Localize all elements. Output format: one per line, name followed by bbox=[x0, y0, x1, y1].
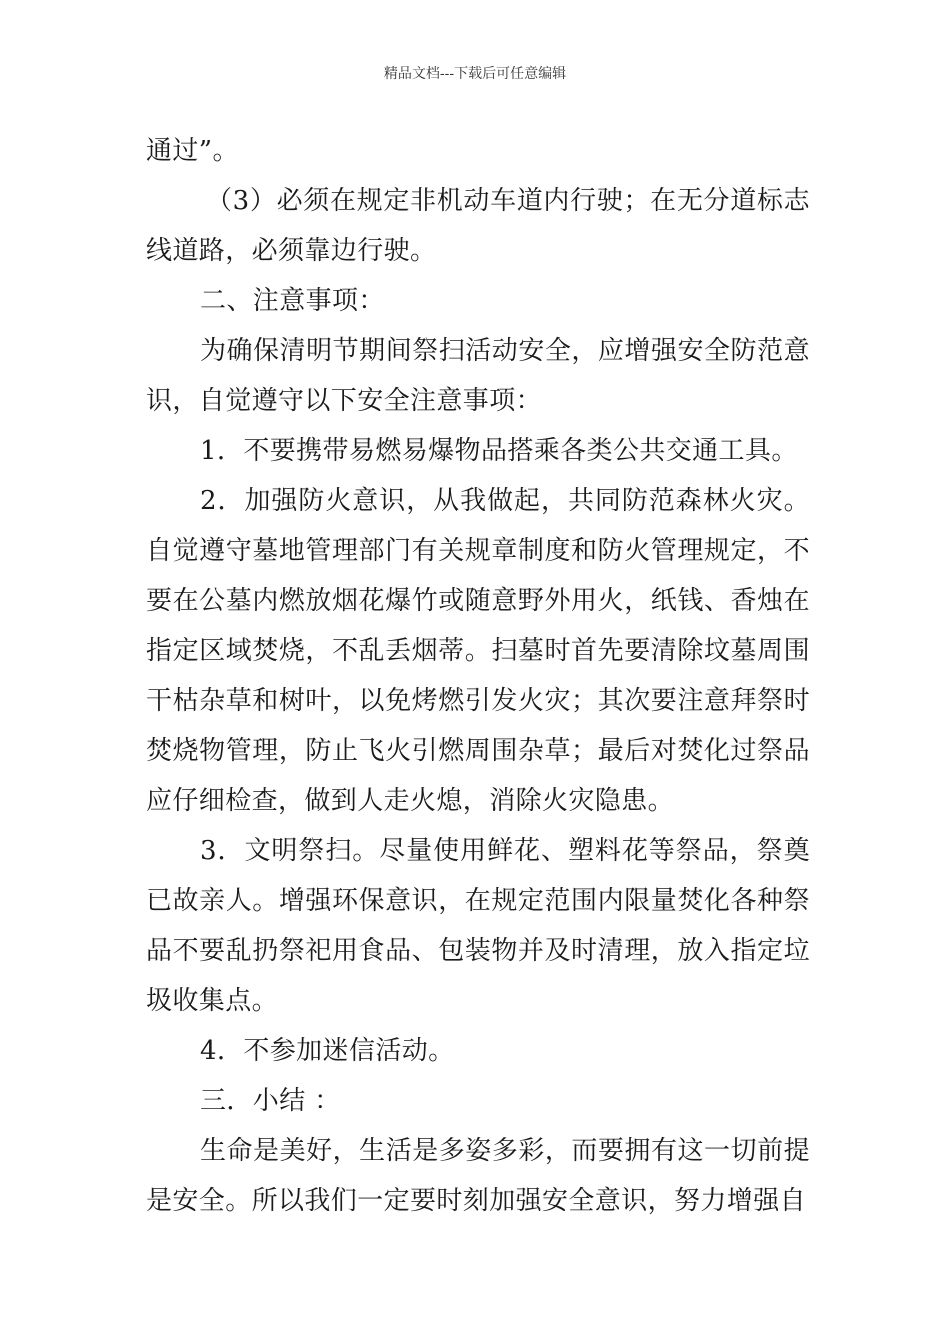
paragraph-summary: 生命是美好，生活是多姿多彩，而要拥有这一切前提是安全。所以我们一定要时刻加强安全意识，努力增强自 bbox=[146, 1136, 810, 1216]
paragraph-intro: 为确保清明节期间祭扫活动安全，应增强安全防范意识，自觉遵守以下安全注意事项： bbox=[146, 336, 810, 416]
document-body bbox=[146, 126, 810, 1226]
paragraph-rule-3: （3）必须在规定非机动车道内行驶；在无分道标志线道路，必须靠边行驶。 bbox=[146, 186, 810, 266]
page-header: 精品文档---下载后可任意编辑 bbox=[383, 66, 567, 82]
list-item-3: 3．文明祭扫。尽量使用鲜花、塑料花等祭品，祭奠已故亲人。增强环保意识，在规定范围内限量焚化各种祭品不要乱扔祭祀用食品、包装物并及时清理，放入指定垃圾收集点。 bbox=[146, 836, 810, 1016]
section-heading-summary: 三．小结 ： bbox=[200, 1086, 341, 1116]
list-item-2: 2．加强防火意识，从我做起，共同防范森林火灾。自觉遵守墓地管理部门有关规章制度和防火管理规定，不要在公墓内燃放烟花爆竹或随意野外用火，纸钱、香烛在指定区域焚烧，不乱丢烟蒂。扫墓时首先要清除坟墓周围干枯杂草和树叶，以免烤燃引发火灾；其次要注意拜祭时焚烧物管理，防止飞火引燃周围杂草；最后对焚化过祭品应仔细检查，做到人走火熄，消除火灾隐患。 bbox=[146, 486, 810, 816]
section-heading-notes: 二、注意事项： bbox=[200, 286, 385, 316]
paragraph-continuation: 通过”。 bbox=[146, 136, 239, 166]
list-item-4: 4．不参加迷信活动。 bbox=[200, 1036, 455, 1066]
list-item-1: 1．不要携带易燃易爆物品搭乘各类公共交通工具。 bbox=[200, 436, 798, 466]
